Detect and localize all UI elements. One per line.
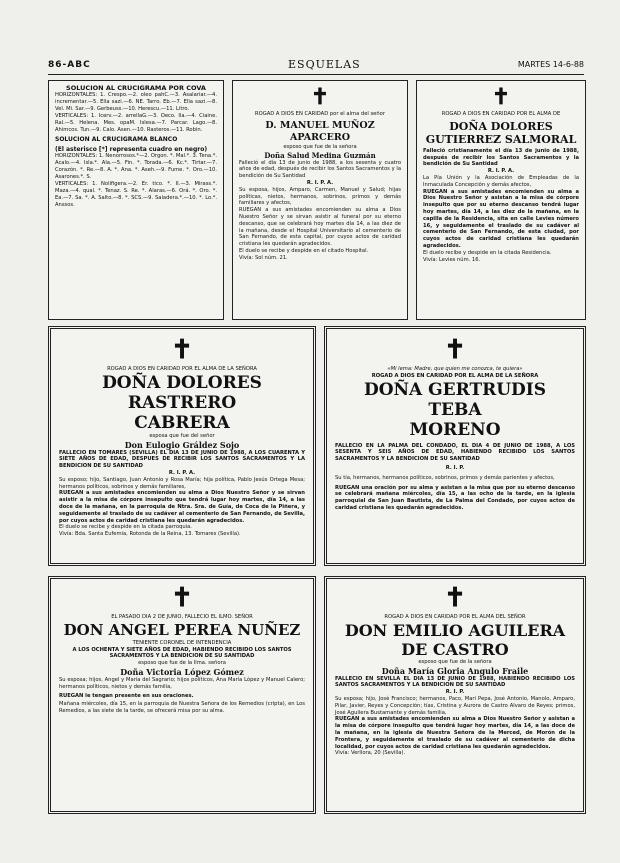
deceased-name: D. MANUEL MUÑOZ APARCERO: [265, 119, 375, 143]
section-title: ESQUELAS: [288, 58, 361, 71]
crossword-verticales-1: VERTICALES: 1. Icerv.—2. arrellaG.—3. Oeco. Ila.—4. Ciaine. Ral.—5. Helena. Mes. opaM. Islesa.—7. Parcar. Lago.—8. Ahimcos. Tun.—9. Calo. Asen.—10. Rasteros.—11. Robin.: [55, 113, 217, 133]
crossword-solutions: [48, 80, 224, 320]
address: Vivía: Bda. Santa Eufemia, Rotonda de la Reina, 13. Tomares (Sevilla).: [59, 531, 241, 538]
duelo-note: El duelo se recibe y despide en la citada parroquia.: [59, 524, 192, 531]
rip-text: R. I. P. A.: [168, 469, 196, 476]
duelo-note: El duelo se recibe y despide en el citado Hospital.: [239, 247, 369, 254]
obituary-intro: ROGAD A DIOS EN CARIDAD POR EL ALMA DE LA SEÑORA: [371, 372, 539, 379]
death-details: Falleció cristianamente el día 13 de junio de 1988, después de recibir los Santos Sacramentos y la bendición de Su Santidad: [423, 147, 579, 168]
cross-icon: ✝: [171, 583, 193, 613]
crossword-horizontales-1: HORIZONTALES: 1. Crespo.—2. oleo pahC.—3. Asalariar.—4. incrementar.—5. Ella sazi.—6. NE. Tarro. Eb.—7. Ella sazi.—8. Vel. Mi. Sar.—9. Gerbeuss.—10. Herescu.—11. Litro.: [55, 92, 217, 112]
association: La Pía Unión y la Asociación de Empleadas de la Inmaculada Concepción y demás afectos,: [423, 174, 579, 188]
cross-icon: ✝: [310, 84, 330, 110]
spouse-label: esposo que fue de la Ilma. señora: [138, 660, 226, 667]
obituary-intro: ROGAD A DIOS EN CARIDAD POR EL ALMA DE: [441, 111, 561, 117]
obituary-intro: EL PASADO DIA 2 DE JUNIO, FALLECIO EL ILMO. SEÑOR: [111, 614, 253, 620]
page-number: 86-ABC: [48, 60, 91, 70]
obituary-angel-perea: [48, 576, 316, 814]
obituary-dolores-rastrero: [48, 326, 316, 566]
deceased-name-line2: CABRERA: [134, 412, 230, 433]
obituary-intro: ROGAD A DIOS EN CARIDAD por el alma del señor: [255, 111, 385, 117]
ruegan-text: RUEGAN a sus amistades encomienden su alma a Dios Nuestro Señor y se sirvan asistir al funeral por su eterno descanso, que se celebrará hoy martes día 14, a las diez de la mañana, desde el Hospital Universitario al cementerio de San Fernando, de esta capital, por cuyos actos de caridad cristiana les quedarán agradecidos.: [239, 207, 401, 248]
spouse-name: Doña Salud Medina Guzmán: [264, 150, 376, 160]
ruegan-text: RUEGAN una oración por su alma y asistan a la misa que por su eterno descanso se celebrará mañana miércoles, día 15, a las ocho de la tarde, en la iglesia parroquial de San Juan Bautista, de La Palma del Condado, por cuyos actos de caridad cristiana les quedarán agradecidos.: [335, 484, 575, 511]
address: Vivía: Sol núm. 21.: [239, 254, 288, 261]
rip-text: R. I. P.: [445, 464, 465, 471]
death-details: FALLECIO EN TOMARES (SEVILLA) EL DIA 13 DE JUNIO DE 1988, A LOS CUARENTA Y SIETE AÑOS DE EDAD, DESPUES DE RECIBIR LOS SANTOS SACRAMENTOS Y LA BENDICION DE SU SANTIDAD: [59, 449, 305, 470]
crossword-title-2: SOLUCION AL CRUCIGRAMA BLANCO: [55, 136, 178, 143]
obituary-manuel-munoz: [232, 80, 408, 320]
death-details: Falleció el día 13 de junio de 1988, a los sesenta y cuatro años de edad, después de recibir los Santos Sacramentos y la bendición de Su Santidad: [239, 159, 401, 180]
death-details: FALLECIO EN SEVILLA EL DIA 13 DE JUNIO DE 1988, HABIENDO RECIBIDO LOS SANTOS SACRAMENTOS Y LA BENDICION DE SU SANTIDAD: [335, 675, 575, 689]
death-details: A LOS OCHENTA Y SIETE AÑOS DE EDAD, HABIENDO RECIBIDO LOS SANTOS SACRAMENTOS Y LA BENDICION DE SU SANTIDAD: [72, 646, 292, 660]
deceased-name: DON ANGEL PEREA NUÑEZ: [63, 620, 301, 639]
family-list: Su tía, hermanos, hermanos políticos, sobrinos, primos y demás parientes y afectos,: [335, 474, 555, 481]
deceased-name-line2: DE CASTRO: [401, 639, 509, 659]
crossword-verticales-2: VERTICALES: 1. Nolifigera.—2. Er. tico. *. II.—3. Mirass.*. Maza.—4. qual. *. Tenaz. S. Re. *. Alaras.—6. Orá. *. Oro. *. Ea.—7. Sa. *. A. Salto.—8. *. SCS.—9. Saladera.*.—10. *. Lo.*. Anssos.: [55, 181, 217, 208]
cross-icon: ✝: [444, 335, 466, 365]
crossword-note: (El asterisco [*] representa cuadro en negro): [55, 145, 208, 153]
ruegan-text: RUEGAN le tengan presente en sus oraciones.: [59, 692, 194, 699]
family-list: Su esposa; hijo, José Francisco; hermanos, Paco, Mari Pepa, José Antonio, Manolo, Amparo, Pilar, Javier, Reyes y Concepción; tías, Cristina y Aurora de Castro Alvaro de Reyes; primos, José Aguilera Bustamante y demás familia,: [335, 695, 575, 716]
spouse-name: Don Eulogio Gráldez Sojo: [124, 439, 240, 450]
deceased-name-line2: MORENO: [409, 419, 501, 440]
rip-text: R. I. P.: [445, 689, 465, 696]
address: Vivía: Levies núm. 16.: [423, 256, 481, 263]
rip-text: R. I. P. A.: [306, 179, 334, 186]
issue-date: MARTES 14-6-88: [517, 60, 584, 69]
ruegan-text: RUEGAN a sus amistades encomienden su alma a Dios Nuestro Señor y asistan a la misa de córpore insepulto que por su eterno descanso tendrá lugar hoy martes, día 14, a las diez de la mañana, en la capilla de la Residencia, sita en calle Levies número 16, y seguidamente el traslado de su cadáver al cementerio de San Fernando, de esta ciudad, por cuyos actos de caridad cristiana les quedarán agradecidos.: [423, 188, 579, 249]
ruegan-text: RUEGAN a sus amistades encomienden su alma a Dios Nuestro Señor y asistan a la misa de córpore insepulto que tendrá lugar hoy martes, día 14, a las doce de la mañana, en la iglesia de Nuestra Señora de la Merced, de Morón de la Frontera, y seguidamente el traslado de su cadáver al cementerio de dicha localidad, por cuyos actos de caridad cristiana les quedarán agradecidos.: [335, 716, 575, 750]
rip-text: R. I. P. A.: [487, 168, 515, 175]
obituary-intro: ROGAD A DIOS EN CARIDAD POR EL ALMA DEL SEÑOR: [384, 614, 526, 620]
obituary-dolores-gutierrez: [416, 80, 586, 320]
obituary-emilio-aguilera: [324, 576, 586, 814]
spouse-name: Doña María Gloria Angulo Fraile: [381, 665, 529, 676]
deceased-name-line1: DOÑA GERTRUDIS TEBA: [363, 379, 547, 420]
address: Vivía: Verllora, 20 (Sevilla).: [335, 750, 406, 757]
family-list: Su esposa; hijos, Angel y María del Sagrario; hijos políticos, Ana María López y Manuel Calero; hermanos políticos, nietos y demás familia,: [59, 676, 305, 690]
deceased-name-line1: DOÑA DOLORES RASTRERO: [102, 372, 262, 413]
page-header: [48, 58, 584, 74]
crossword-horizontales-2: HORIZONTALES: 1. Nenorrosos.*—2. Orgon. *. Mal.*. 3. Tena.*. Acalo.—4. Isla.*. Ala.—5. Fin. *. Torada.—6. Kc.*. Tirtar.—7. Corazón. *. Re.—8. A. *. Ana. *. Aseh.—9. Fume. *. Oro.—10. Asarones.*. S.: [55, 153, 217, 180]
quote: «Mi lema: Madre, que quien me conozca, te quiera»: [387, 366, 523, 372]
duelo-note: El duelo recibe y despide en la citada Residencia.: [423, 249, 552, 256]
spouse-label: esposo que fue de la señora: [283, 143, 357, 150]
cross-icon: ✝: [491, 84, 511, 110]
cross-icon: ✝: [444, 583, 466, 613]
deceased-name-line1: DON EMILIO AGUILERA: [344, 620, 566, 640]
deceased-name: DOÑA DOLORES GUTIERREZ SALMORAL: [425, 119, 577, 146]
spouse-label: esposo que fue de la señora: [418, 658, 492, 665]
cross-icon: ✝: [171, 335, 193, 365]
header-rule: [48, 74, 584, 75]
spouse-name: Doña Victoria López Gómez: [120, 666, 244, 677]
ruegan-text: RUEGAN a sus amistades encomienden su alma a Dios Nuestro Señor y se sirvan asistir a la misa de córpore insepulto que tendrá lugar hoy martes, día 14, a las doce de la mañana, en la parroquia de Ntra. Sra. de Guía, de Coca de la Piñera, y seguidamente al traslado de su cadáver al cementerio de San Fernando, de Sevilla, por cuyos actos de caridad cristiana les quedarán agradecidos.: [59, 490, 305, 524]
crossword-title-1: SOLUCION AL CRUCIGRAMA POR COVA: [66, 84, 206, 92]
obituary-gertrudis-teba: [324, 326, 586, 566]
mass-info: Mañana miércoles, día 15, en la parroquia de Nuestra Señora de los Remedios (cripta), en Los Remedios, a las siete de la tarde, se ofrecerá misa por su alma.: [59, 701, 305, 715]
death-details: FALLECIO EN LA PALMA DEL CONDADO, EL DIA 4 DE JUNIO DE 1988, A LOS SESENTA Y SEIS AÑOS DE EDAD, HABIENDO RECIBIDO LOS SANTOS SACRAMENTOS Y LA BENDICION DE SU SANTIDAD: [335, 442, 575, 463]
obituary-intro: ROGAD A DIOS EN CARIDAD POR EL ALMA DE LA SEÑORA: [107, 366, 257, 372]
rank: TENIENTE CORONEL DE INTENDENCIA: [132, 639, 232, 646]
family-list: Su esposa, hijos, Amparo, Carmen, Manuel y Salud; hijas políticas, nietos, hermanos, sobrinos, primos y demás familiares y afectos,: [239, 186, 401, 207]
spouse-label: esposa que fue del señor: [149, 432, 215, 439]
family-list: Su esposo; hijo, Santiago, Juan Antonio y Rosa María; hija política, Pablo Jesús Ortega Mesa; hermanos políticos, sobrinos y demás familiares,: [59, 476, 305, 490]
